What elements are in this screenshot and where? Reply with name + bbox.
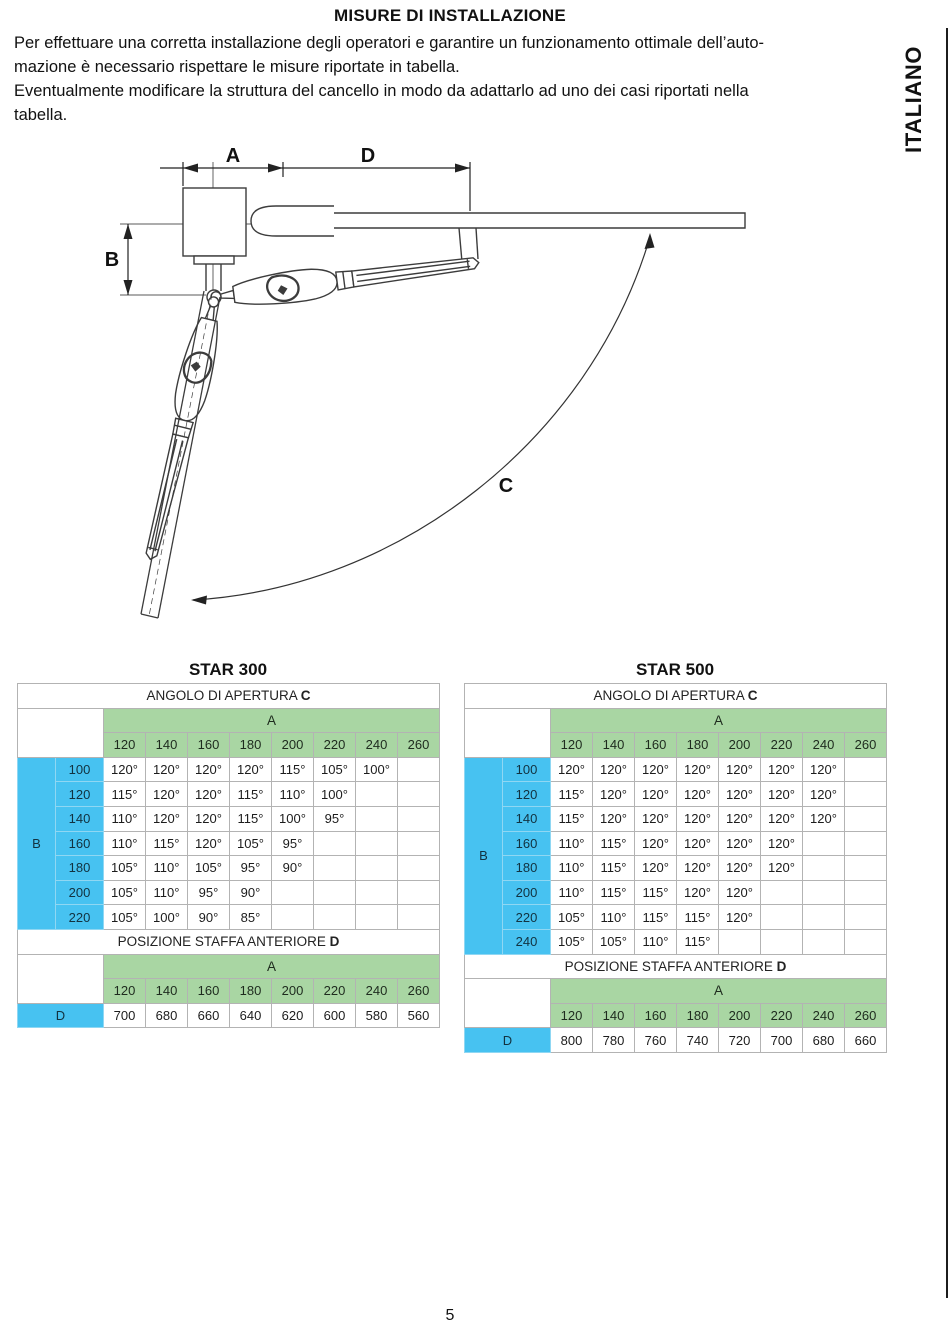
angle-value-cell: 105° [104, 856, 146, 881]
d-label: D [465, 1028, 551, 1053]
a-col-value: 120 [551, 1003, 593, 1028]
paragraph-line: Per effettuare una corretta installazione degli operatori e garantire un funzionamento ottimale dell’auto- [14, 34, 764, 52]
angle-value-cell [398, 856, 440, 881]
star300-table-mount [17, 683, 439, 1028]
a-group-label: A [551, 708, 887, 733]
dim-label-c: C [498, 475, 514, 497]
angle-value-cell [761, 880, 803, 905]
angle-value-cell: 105° [188, 856, 230, 881]
angle-value-cell: 120° [593, 757, 635, 782]
angle-value-cell: 100° [314, 782, 356, 807]
angle-value-cell [845, 831, 887, 856]
angle-value-cell [356, 880, 398, 905]
a-col-value: 240 [803, 1003, 845, 1028]
angle-value-cell: 120° [635, 856, 677, 881]
angle-value-cell: 120° [719, 856, 761, 881]
angle-value-cell: 110° [146, 880, 188, 905]
angle-value-cell: 115° [635, 880, 677, 905]
angle-value-cell: 115° [551, 806, 593, 831]
angle-value-cell: 105° [551, 929, 593, 954]
angle-value-cell [845, 880, 887, 905]
angle-value-cell: 120° [146, 757, 188, 782]
a-col-value: 180 [677, 733, 719, 758]
angle-value-cell: 120° [593, 806, 635, 831]
d-value-cell: 680 [803, 1028, 845, 1053]
a-col-value: 260 [845, 1003, 887, 1028]
d-value-cell: 660 [188, 1003, 230, 1028]
angle-value-cell: 110° [593, 905, 635, 930]
a-col-value: 260 [845, 733, 887, 758]
angle-value-cell [314, 905, 356, 930]
d-value-cell: 740 [677, 1028, 719, 1053]
angle-value-cell: 120° [635, 782, 677, 807]
a-col-value: 200 [272, 733, 314, 758]
angle-value-cell: 110° [635, 929, 677, 954]
paragraph-line: tabella. [14, 106, 68, 124]
a-col-value: 240 [356, 979, 398, 1004]
b-row-value: 200 [503, 880, 551, 905]
angle-value-cell [356, 782, 398, 807]
angle-value-cell [272, 880, 314, 905]
angle-value-cell [398, 757, 440, 782]
a-col-value: 220 [761, 1003, 803, 1028]
angle-header-cell: ANGOLO DI APERTURA C [465, 684, 887, 709]
spacer-cell [465, 708, 551, 757]
a-col-value: 180 [230, 979, 272, 1004]
angle-value-cell: 120° [719, 831, 761, 856]
angle-value-cell [398, 905, 440, 930]
angle-value-cell [356, 806, 398, 831]
angle-value-cell: 95° [272, 831, 314, 856]
a-col-value: 140 [593, 1003, 635, 1028]
a-group-label: A [104, 954, 440, 979]
angle-value-cell: 120° [761, 831, 803, 856]
spacer-cell [18, 708, 104, 757]
angle-value-cell: 120° [719, 782, 761, 807]
angle-value-cell: 105° [314, 757, 356, 782]
b-row-value: 140 [503, 806, 551, 831]
a-col-value: 140 [146, 979, 188, 1004]
angle-header-cell: ANGOLO DI APERTURA C [18, 684, 440, 709]
intro-paragraph [14, 31, 882, 127]
a-col-value: 160 [188, 733, 230, 758]
angle-value-cell: 110° [104, 831, 146, 856]
angle-value-cell: 105° [104, 880, 146, 905]
angle-value-cell: 90° [188, 905, 230, 930]
d-value-cell: 580 [356, 1003, 398, 1028]
angle-value-cell: 90° [230, 880, 272, 905]
angle-value-cell [803, 856, 845, 881]
angle-value-cell: 120° [146, 806, 188, 831]
angle-value-cell: 95° [188, 880, 230, 905]
b-row-value: 140 [56, 806, 104, 831]
angle-value-cell [845, 806, 887, 831]
paragraph-line: Eventualmente modificare la struttura del cancello in modo da adattarlo ad uno dei casi riportati nella [14, 82, 749, 100]
installation-diagram [0, 140, 950, 660]
angle-value-cell: 120° [104, 757, 146, 782]
angle-value-cell [845, 856, 887, 881]
angle-value-cell: 120° [635, 757, 677, 782]
arc-arrowhead-top [645, 233, 655, 249]
a-col-value: 260 [398, 733, 440, 758]
dim-label-b: B [104, 249, 120, 271]
angle-value-cell [845, 782, 887, 807]
angle-value-cell: 120° [761, 856, 803, 881]
angle-value-cell: 110° [551, 831, 593, 856]
angle-value-cell [314, 831, 356, 856]
b-row-value: 240 [503, 929, 551, 954]
angle-value-cell [803, 905, 845, 930]
a-col-value: 220 [314, 979, 356, 1004]
language-side-label: ITALIANO [901, 45, 926, 153]
angle-value-cell: 110° [146, 856, 188, 881]
angle-value-cell: 120° [761, 757, 803, 782]
angle-value-cell: 120° [635, 806, 677, 831]
angle-value-cell [845, 929, 887, 954]
angle-value-cell: 120° [188, 806, 230, 831]
angle-value-cell [398, 782, 440, 807]
b-row-value: 220 [503, 905, 551, 930]
b-row-value: 200 [56, 880, 104, 905]
table-title-star300: STAR 300 [188, 660, 268, 679]
bracket-header-cell: POSIZIONE STAFFA ANTERIORE D [465, 954, 887, 979]
angle-value-cell: 115° [635, 905, 677, 930]
angle-value-cell: 120° [719, 905, 761, 930]
angle-value-cell: 100° [272, 806, 314, 831]
angle-value-cell: 120° [719, 880, 761, 905]
b-row-value: 100 [503, 757, 551, 782]
angle-value-cell: 115° [677, 929, 719, 954]
b-row-value: 180 [56, 856, 104, 881]
angle-value-cell: 120° [719, 757, 761, 782]
angle-value-cell: 120° [551, 757, 593, 782]
angle-value-cell: 115° [593, 856, 635, 881]
angle-value-cell [314, 856, 356, 881]
angle-value-cell: 120° [635, 831, 677, 856]
d-value-cell: 560 [398, 1003, 440, 1028]
a-col-value: 180 [677, 1003, 719, 1028]
b-row-value: 100 [56, 757, 104, 782]
paragraph-line: mazione è necessario rispettare le misure riportate in tabella. [14, 58, 460, 76]
a-col-value: 120 [104, 979, 146, 1004]
angle-value-cell [803, 929, 845, 954]
spacer-cell [465, 979, 551, 1028]
d-value-cell: 700 [104, 1003, 146, 1028]
dim-label-a: A [225, 145, 241, 167]
angle-value-cell: 120° [677, 782, 719, 807]
d-value-cell: 800 [551, 1028, 593, 1053]
a-col-value: 120 [551, 733, 593, 758]
a-col-value: 220 [761, 733, 803, 758]
dim-label-d: D [360, 145, 376, 167]
angle-value-cell: 105° [551, 905, 593, 930]
b-row-value: 180 [503, 856, 551, 881]
angle-value-cell [803, 880, 845, 905]
angle-value-cell [398, 880, 440, 905]
angle-value-cell: 110° [104, 806, 146, 831]
angle-value-cell [398, 831, 440, 856]
b-row-value: 120 [503, 782, 551, 807]
angle-value-cell: 105° [593, 929, 635, 954]
a-col-value: 200 [719, 1003, 761, 1028]
a-col-value: 260 [398, 979, 440, 1004]
star500-table-mount [464, 683, 886, 1053]
a-col-value: 140 [593, 733, 635, 758]
angle-value-cell: 85° [230, 905, 272, 930]
angle-value-cell: 115° [593, 880, 635, 905]
b-row-value: 120 [56, 782, 104, 807]
angle-value-cell: 120° [803, 806, 845, 831]
angle-value-cell: 95° [314, 806, 356, 831]
a-col-value: 160 [635, 1003, 677, 1028]
a-group-label: A [551, 979, 887, 1004]
gate-closed-leaf [251, 206, 745, 262]
d-value-cell: 780 [593, 1028, 635, 1053]
angle-value-cell: 120° [761, 806, 803, 831]
angle-value-cell: 95° [230, 856, 272, 881]
angle-value-cell: 115° [551, 782, 593, 807]
angle-value-cell: 115° [272, 757, 314, 782]
angle-value-cell: 120° [677, 757, 719, 782]
angle-value-cell: 120° [803, 757, 845, 782]
page-number: 5 [445, 1307, 455, 1324]
d-value-cell: 680 [146, 1003, 188, 1028]
a-col-value: 120 [104, 733, 146, 758]
angle-value-cell: 110° [551, 856, 593, 881]
table-title-star500: STAR 500 [635, 660, 715, 679]
measurement-table [464, 683, 887, 1053]
angle-value-cell: 120° [188, 831, 230, 856]
angle-value-cell: 120° [677, 806, 719, 831]
angle-value-cell: 120° [188, 782, 230, 807]
angle-value-cell: 115° [230, 806, 272, 831]
a-col-value: 220 [314, 733, 356, 758]
page-title: MISURE DI INSTALLAZIONE [334, 6, 566, 25]
a-col-value: 200 [272, 979, 314, 1004]
angle-value-cell: 120° [188, 757, 230, 782]
a-col-value: 160 [188, 979, 230, 1004]
angle-value-cell: 110° [272, 782, 314, 807]
d-value-cell: 600 [314, 1003, 356, 1028]
angle-value-cell [761, 929, 803, 954]
angle-value-cell [356, 905, 398, 930]
a-col-value: 180 [230, 733, 272, 758]
angle-value-cell: 115° [677, 905, 719, 930]
a-col-value: 240 [356, 733, 398, 758]
d-value-cell: 620 [272, 1003, 314, 1028]
bracket-header-cell: POSIZIONE STAFFA ANTERIORE D [18, 929, 440, 954]
angle-value-cell [398, 806, 440, 831]
angle-value-cell: 120° [803, 782, 845, 807]
d-value-cell: 760 [635, 1028, 677, 1053]
angle-value-cell: 120° [677, 880, 719, 905]
star300-table-block [17, 660, 439, 1028]
angle-value-cell: 115° [593, 831, 635, 856]
angle-value-cell: 120° [146, 782, 188, 807]
angle-value-cell: 120° [677, 856, 719, 881]
d-value-cell: 720 [719, 1028, 761, 1053]
angle-value-cell [719, 929, 761, 954]
measurement-table [17, 683, 440, 1028]
angle-value-cell [314, 880, 356, 905]
angle-value-cell [356, 856, 398, 881]
angle-value-cell: 105° [230, 831, 272, 856]
b-row-value: 160 [56, 831, 104, 856]
a-group-label: A [104, 708, 440, 733]
d-label: D [18, 1003, 104, 1028]
angle-value-cell: 115° [104, 782, 146, 807]
angle-value-cell: 115° [230, 782, 272, 807]
star500-table-block [464, 660, 886, 1053]
a-col-value: 240 [803, 733, 845, 758]
angle-value-cell: 105° [104, 905, 146, 930]
spacer-cell [18, 954, 104, 1003]
operator-closed [209, 247, 481, 313]
angle-value-cell [845, 757, 887, 782]
a-col-value: 140 [146, 733, 188, 758]
d-value-cell: 660 [845, 1028, 887, 1053]
angle-value-cell: 120° [761, 782, 803, 807]
angle-value-cell: 110° [551, 880, 593, 905]
a-col-value: 160 [635, 733, 677, 758]
b-row-value: 220 [56, 905, 104, 930]
angle-value-cell [356, 831, 398, 856]
d-value-cell: 640 [230, 1003, 272, 1028]
b-group-label: B [18, 757, 56, 929]
a-col-value: 200 [719, 733, 761, 758]
angle-value-cell: 100° [356, 757, 398, 782]
angle-value-cell [845, 905, 887, 930]
angle-value-cell [272, 905, 314, 930]
angle-value-cell: 120° [677, 831, 719, 856]
angle-value-cell [761, 905, 803, 930]
b-row-value: 160 [503, 831, 551, 856]
angle-value-cell: 90° [272, 856, 314, 881]
angle-value-cell: 120° [593, 782, 635, 807]
operator-open [135, 293, 230, 563]
d-value-cell: 700 [761, 1028, 803, 1053]
angle-value-cell: 100° [146, 905, 188, 930]
b-group-label: B [465, 757, 503, 954]
angle-value-cell: 120° [719, 806, 761, 831]
angle-value-cell: 120° [230, 757, 272, 782]
angle-value-cell [803, 831, 845, 856]
angle-value-cell: 115° [146, 831, 188, 856]
arc-arrowhead-bottom [191, 596, 207, 605]
